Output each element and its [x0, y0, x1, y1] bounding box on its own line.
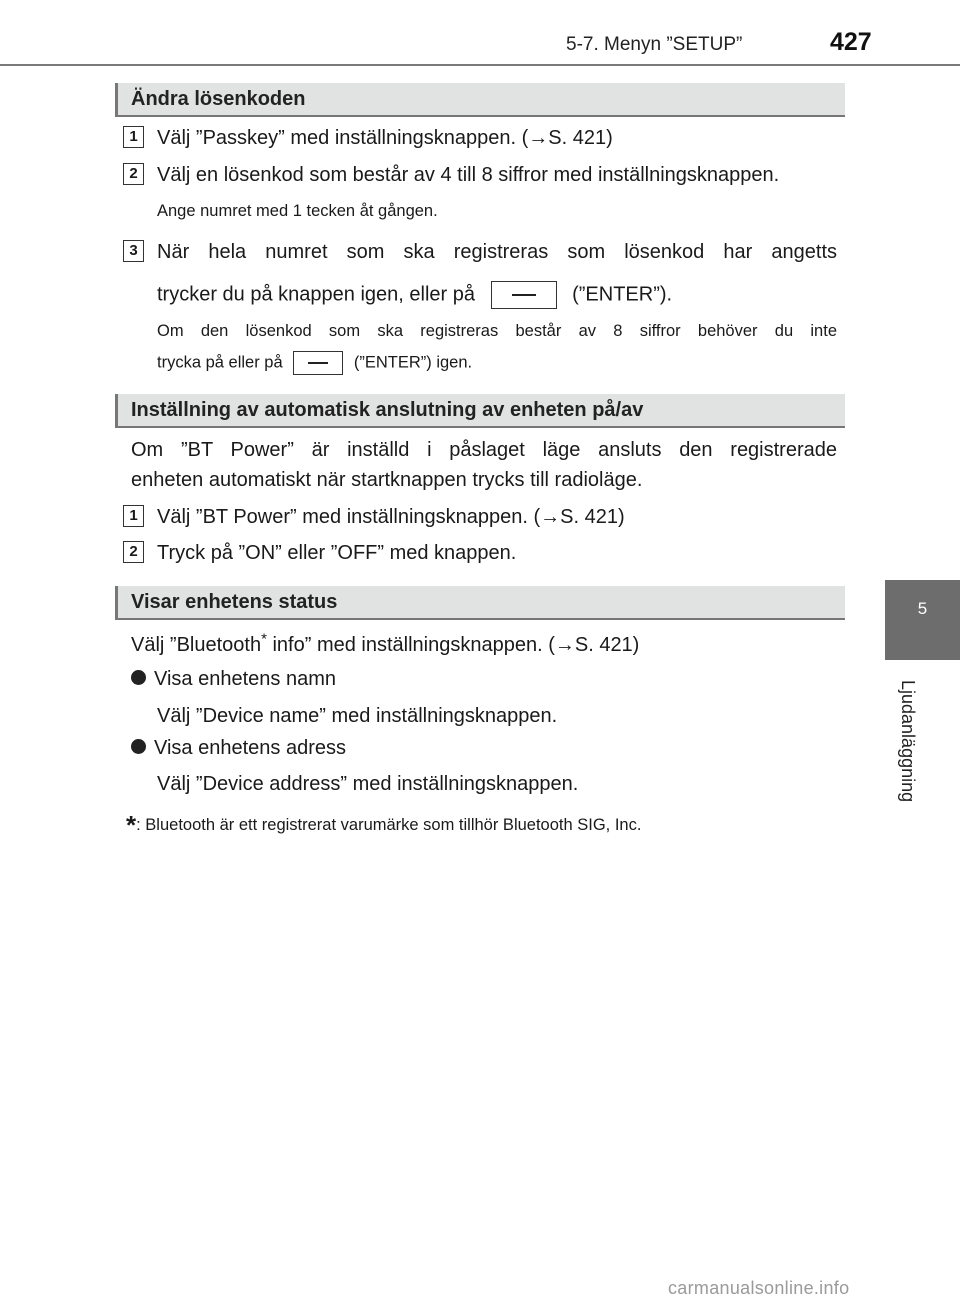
- step-number: 3: [123, 240, 144, 262]
- chapter-tab-number: 5: [917, 599, 928, 618]
- footnote-star: *: [126, 810, 137, 840]
- footnote-marker: *: [261, 630, 267, 648]
- enter-key-icon: [491, 281, 557, 309]
- bullet-item: [131, 735, 346, 761]
- footnote-text: : Bluetooth är ett registrerat varumärke som tillhör Bluetooth SIG, Inc.: [136, 816, 642, 834]
- chapter-tab-label: Ljudanläggning: [898, 680, 918, 803]
- step-number: 1: [123, 505, 144, 527]
- section-intro: enheten automatiskt när startknappen trycks till radioläge.: [131, 469, 643, 491]
- intro-part: Välj ”Bluetooth: [131, 634, 262, 656]
- step-note-part: (”ENTER”) igen.: [353, 353, 473, 372]
- step-text-line: [157, 281, 672, 309]
- bullet-text: Välj ”Device address” med inställningsknappen.: [157, 773, 579, 795]
- step-text: Välj ”BT Power” med inställningsknappen. (→S. 421): [157, 506, 625, 528]
- chapter-tab: [885, 580, 960, 660]
- step-text-part: trycker du på knappen igen, eller på: [157, 283, 475, 306]
- bullet-text: Välj ”Device name” med inställningsknappen.: [157, 705, 558, 727]
- step-text: Välj en lösenkod som består av 4 till 8 siffror med inställningsknappen.: [157, 164, 780, 186]
- header-divider: [0, 64, 960, 66]
- section-intro: [131, 632, 639, 658]
- section-heading-change-passkey: [115, 83, 845, 117]
- enter-key-icon: [293, 351, 343, 375]
- section-heading-text: Inställning av automatisk anslutning av enheten på/av: [131, 399, 644, 421]
- page-number: 427: [830, 28, 872, 56]
- step-text: Välj ”Passkey” med inställningsknappen. (→S. 421): [157, 127, 613, 149]
- step-number: 2: [123, 163, 144, 185]
- section-heading-auto-connect: [115, 394, 845, 428]
- step-number: 2: [123, 541, 144, 563]
- section-intro: Om ”BT Power” är inställd i påslaget läge ansluts den registrerade: [131, 439, 837, 461]
- footnote: [126, 810, 642, 840]
- bullet-title: Visa enhetens namn: [154, 668, 336, 690]
- step-note: Ange numret med 1 tecken åt gången.: [157, 202, 438, 220]
- step-number: 1: [123, 126, 144, 148]
- step-text: Tryck på ”ON” eller ”OFF” med knappen.: [157, 542, 517, 564]
- section-heading-text: Ändra lösenkoden: [131, 88, 306, 110]
- chapter-header: 5-7. Menyn ”SETUP”: [566, 34, 743, 55]
- step-note-line: [157, 351, 472, 375]
- bullet-icon: [131, 739, 146, 754]
- step-note: Om den lösenkod som ska registreras består av 8 siffror behöver du inte: [157, 322, 837, 340]
- section-heading-device-status: [115, 586, 845, 620]
- bullet-title: Visa enhetens adress: [154, 737, 346, 759]
- step-text-part: (”ENTER”).: [572, 283, 673, 306]
- step-text: När hela numret som ska registreras som lösenkod har angetts: [157, 241, 837, 263]
- step-note-part: trycka på eller på: [157, 353, 283, 372]
- watermark: carmanualsonline.info: [668, 1278, 850, 1298]
- section-heading-text: Visar enhetens status: [131, 591, 338, 613]
- bullet-item: [131, 666, 336, 692]
- bullet-icon: [131, 670, 146, 685]
- intro-part: info” med inställningsknappen. (→S. 421): [266, 634, 640, 656]
